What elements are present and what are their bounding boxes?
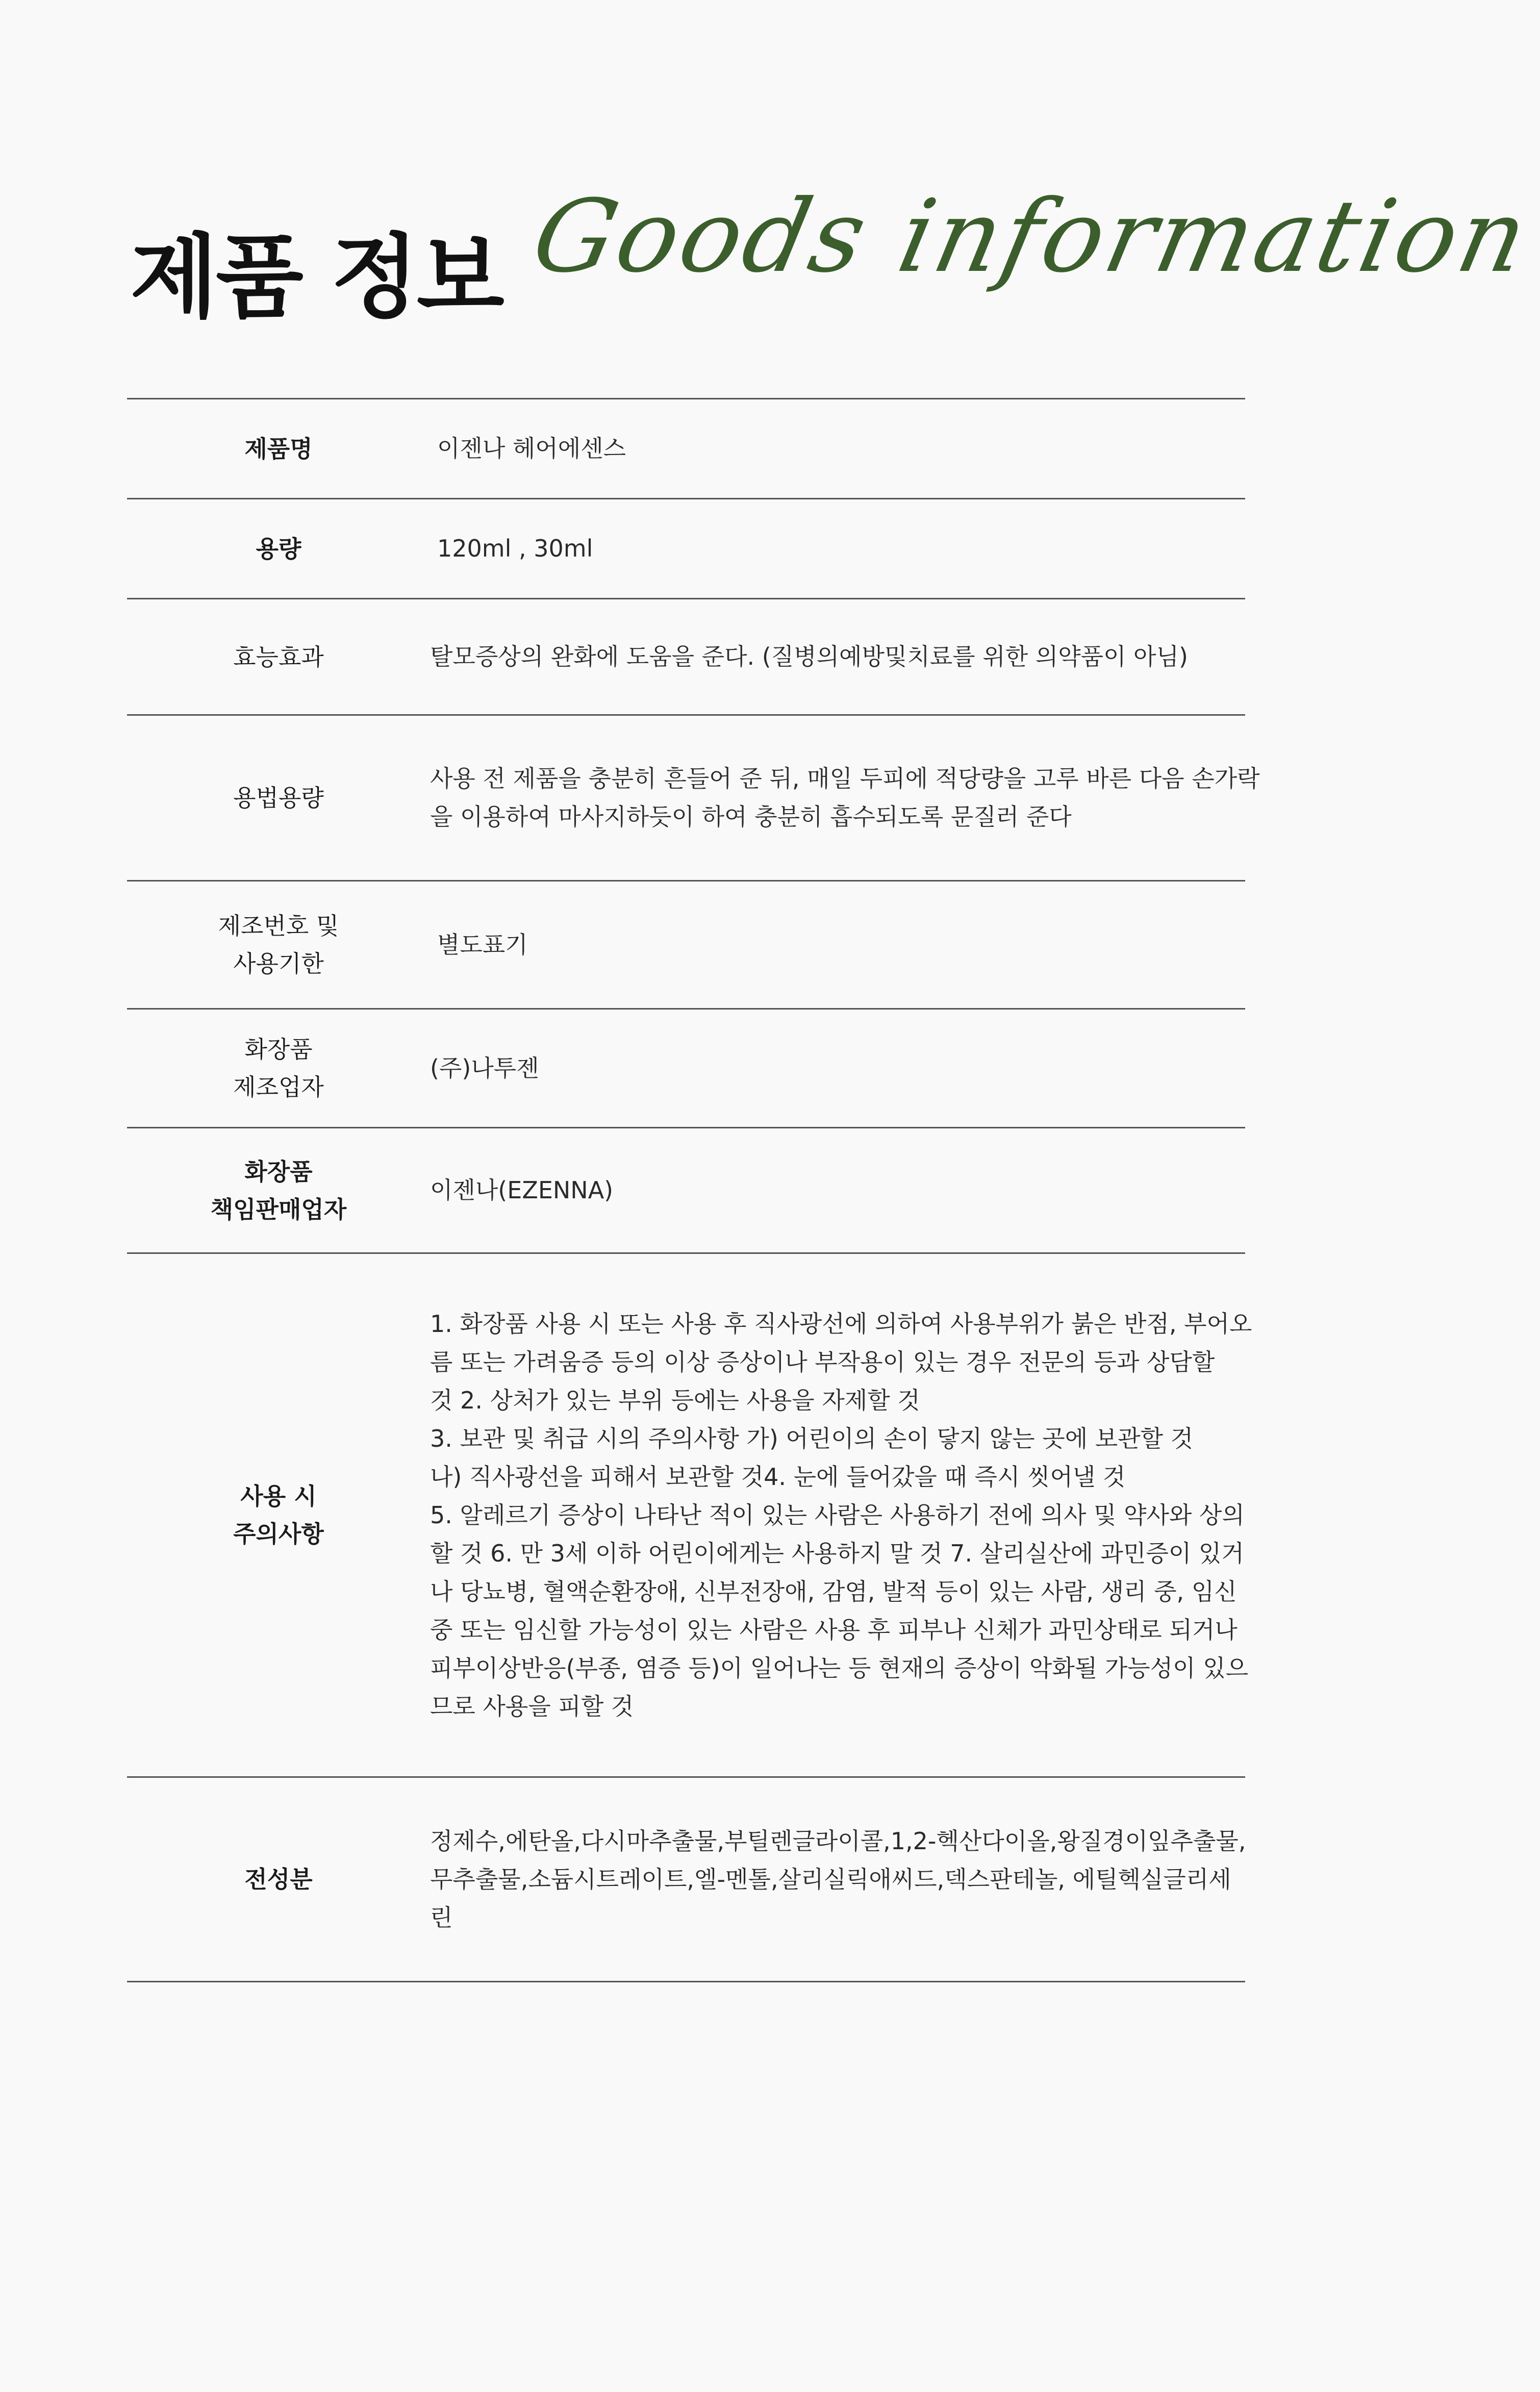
value-line: 피부이상반응(부종, 염증 등)이 일어나는 등 현재의 증상이 악화될 가능성이 있으 xyxy=(430,1654,1249,1682)
value-distributor xyxy=(430,1171,1245,1210)
row-ingredients xyxy=(127,1778,1245,1982)
row-volume xyxy=(127,499,1245,599)
value-product-name xyxy=(430,430,1245,468)
label-ingredients: 전성분 xyxy=(244,1866,313,1893)
value-efficacy xyxy=(430,638,1245,676)
value-line: 정제수,에탄올,다시마추출물,부틸렌글라이콜,1,2-헥산다이올,왕질경이잎추출물, xyxy=(430,1827,1246,1855)
value-line: 중 또는 임신할 가능성이 있는 사람은 사용 후 피부나 신체가 과민상태로 되거나 xyxy=(430,1616,1238,1644)
label-distributor: 화장품 책임판매업자 xyxy=(210,1157,347,1223)
row-distributor xyxy=(127,1128,1245,1254)
page-header xyxy=(130,173,1540,330)
value-line: 1. 화장품 사용 시 또는 사용 후 직사광선에 의하여 사용부위가 붉은 반점, 부어오 xyxy=(430,1310,1252,1338)
value-line: 별도표기 xyxy=(437,930,528,959)
value-line: 것 2. 상처가 있는 부위 등에는 사용을 자제할 것 xyxy=(430,1386,920,1414)
value-line: 할 것 6. 만 3세 이하 어린이에게는 사용하지 말 것 7. 살리실산에 과민증이 있거 xyxy=(430,1539,1244,1567)
value-line: 이젠나 헤어에센스 xyxy=(437,435,626,462)
label-lot-expiry: 제조번호 및 사용기한 xyxy=(218,912,339,977)
value-precautions xyxy=(430,1305,1273,1726)
label-manufacturer: 화장품 제조업자 xyxy=(233,1036,324,1101)
row-lot-expiry xyxy=(127,882,1245,1010)
product-info-table xyxy=(127,398,1260,1982)
label-efficacy: 효능효과 xyxy=(233,643,324,671)
value-line: 이젠나(EZENNA) xyxy=(430,1176,614,1204)
value-line: 120ml , 30ml xyxy=(437,535,593,562)
page-title: 제품 정보 xyxy=(130,224,502,330)
value-volume xyxy=(430,530,1245,568)
label-usage: 용법용량 xyxy=(233,784,324,812)
label-volume: 용량 xyxy=(256,535,301,563)
row-precautions xyxy=(127,1254,1252,1778)
label-precautions: 사용 시 주의사항 xyxy=(233,1482,324,1548)
value-line: 나 당뇨병, 혈액순환장애, 신부전장애, 감염, 발적 등이 있는 사람, 생리 중, 임신 xyxy=(430,1577,1237,1605)
value-line: 탈모증상의 완화에 도움을 준다. (질병의예방및치료를 위한 의약품이 아님) xyxy=(430,643,1188,670)
value-line: 린 xyxy=(430,1903,453,1931)
row-product-name xyxy=(127,399,1245,499)
row-efficacy xyxy=(127,599,1245,716)
value-ingredients xyxy=(430,1822,1266,1937)
value-line: 름 또는 가려움증 등의 이상 증상이나 부작용이 있는 경우 전문의 등과 상담할 xyxy=(430,1348,1215,1376)
value-manufacturer xyxy=(430,1049,1245,1088)
row-manufacturer xyxy=(127,1010,1245,1128)
page-subtitle-script: Goods information xyxy=(523,179,1540,295)
label-product-name: 제품명 xyxy=(244,435,313,463)
row-usage xyxy=(127,716,1260,882)
value-line: 사용 전 제품을 충분히 흔들어 준 뒤, 매일 두피에 적당량을 고루 바른 다음 손가락 xyxy=(430,765,1260,792)
value-line: 무추출물,소듐시트레이트,엘-멘톨,살리실릭애씨드,덱스판테놀, 에틸헥실글리세 xyxy=(430,1865,1231,1893)
value-line: 5. 알레르기 증상이 나타난 적이 있는 사람은 사용하기 전에 의사 및 약사와 상의 xyxy=(430,1501,1245,1529)
value-line: 므로 사용을 피할 것 xyxy=(430,1692,634,1720)
value-usage xyxy=(430,760,1280,836)
value-lot-expiry xyxy=(430,926,1245,964)
value-line: 3. 보관 및 취급 시의 주의사항 가) 어린이의 손이 닿지 않는 곳에 보관할 것 xyxy=(430,1424,1194,1452)
value-line: (주)나투젠 xyxy=(430,1054,539,1082)
value-line: 나) 직사광선을 피해서 보관할 것4. 눈에 들어갔을 때 즉시 씻어낼 것 xyxy=(430,1463,1126,1491)
value-line: 을 이용하여 마사지하듯이 하여 충분히 흡수되도록 문질러 준다 xyxy=(430,803,1072,830)
